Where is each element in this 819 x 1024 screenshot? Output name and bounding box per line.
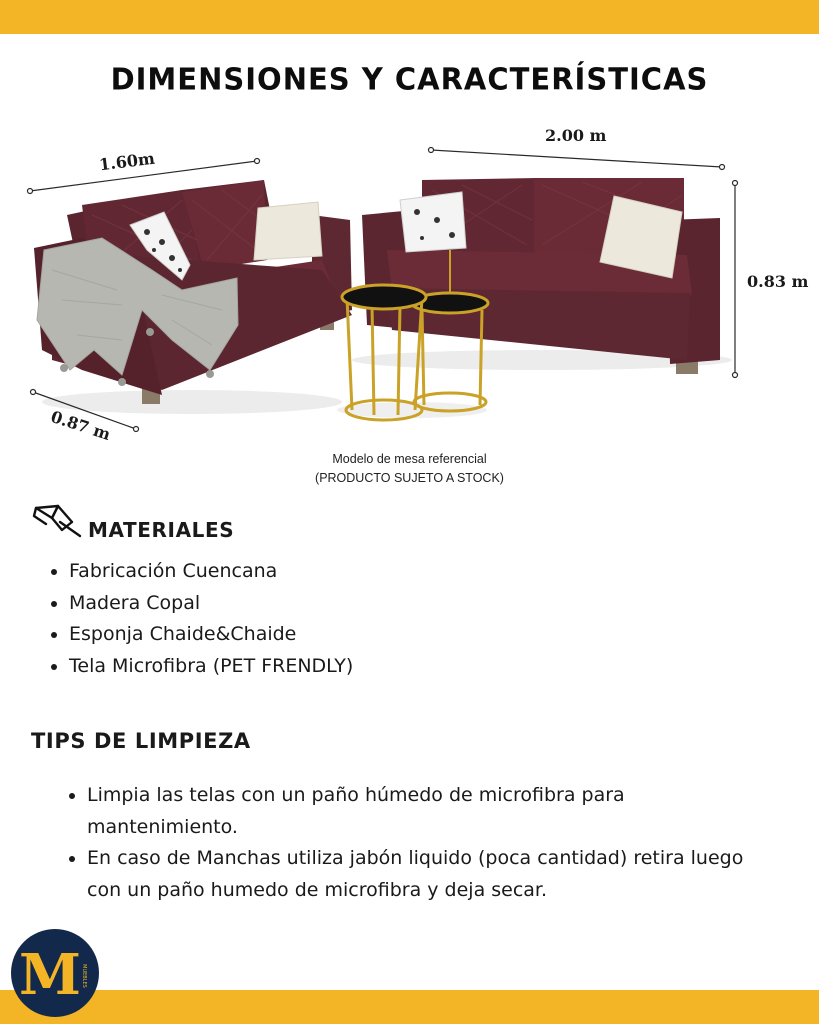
list-item: • Fabricación Cuencana (69, 556, 669, 588)
page-title: DIMENSIONES Y CARACTERÍSTICAS (110, 61, 709, 97)
materials-list (48, 556, 669, 682)
list-item: • Limpia las telas con un paño húmedo de microfibra para mantenimiento. (87, 780, 777, 843)
sofa-set-photo (22, 120, 812, 450)
list-item: • Esponja Chaide&Chaide (69, 619, 669, 651)
brand-logo (10, 928, 100, 1018)
sofa-width-label: 2.00 m (545, 126, 607, 145)
svg-text:MUEBLES: MUEBLES (81, 964, 87, 988)
depth-label: 0.87 m (48, 406, 113, 445)
loveseat-illustration (34, 180, 352, 404)
materials-title: MATERIALES (88, 518, 235, 542)
list-item: • En caso de Manchas utiliza jabón liquido (poca cantidad) retira luego con un paño humedo de microfibra y deja secar. (87, 843, 777, 906)
list-item: • Madera Copal (69, 588, 669, 620)
sofa-illustration (362, 178, 720, 374)
table-caption (0, 450, 819, 488)
top-accent-bar (0, 0, 819, 34)
list-item: • Tela Microfibra (PET FRENDLY) (69, 651, 669, 683)
caption-line-1: Modelo de mesa referencial (332, 452, 487, 466)
height-label: 0.83 m (747, 272, 809, 291)
loveseat-width-label: 1.60m (98, 148, 156, 175)
svg-text:M: M (19, 942, 81, 1008)
caption-line-2: (PRODUCTO SUJETO A STOCK) (315, 471, 504, 485)
tips-title: TIPS DE LIMPIEZA (31, 729, 251, 753)
tips-list (66, 780, 777, 906)
bottom-accent-bar (0, 990, 819, 1024)
pushpin-icon (32, 502, 84, 542)
